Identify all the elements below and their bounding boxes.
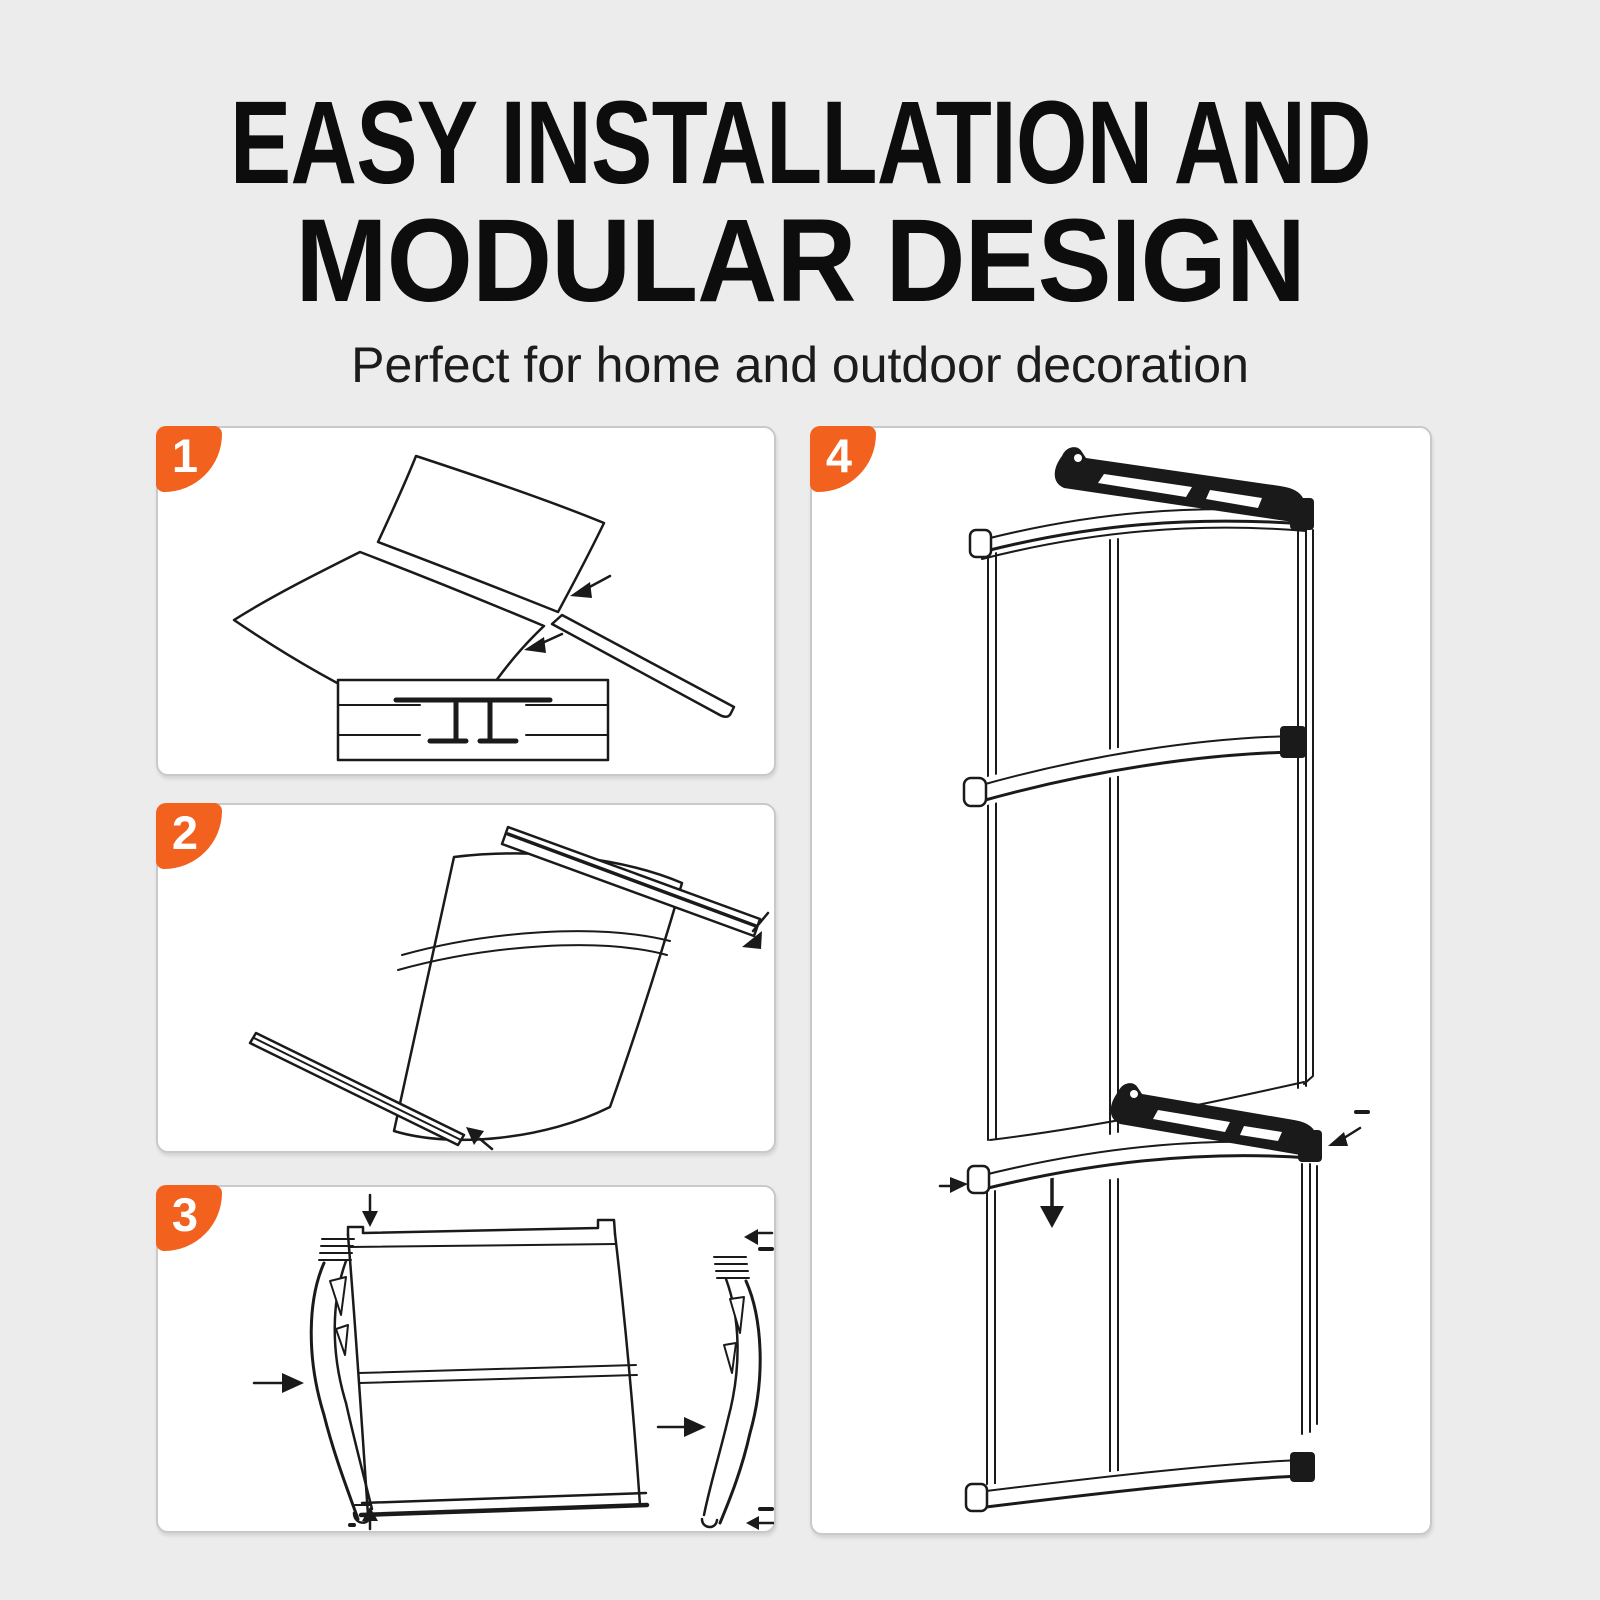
step4-stacked-modules-illustration xyxy=(812,428,1430,1533)
step-card-2 xyxy=(156,803,776,1153)
step1-h-connector-illustration xyxy=(158,428,774,774)
step-1-badge: 1 xyxy=(156,426,222,492)
step4-drawing xyxy=(812,428,1430,1533)
title-line-1: EASY INSTALLATION AND xyxy=(229,77,1371,209)
step-card-1 xyxy=(156,426,776,776)
step-card-3 xyxy=(156,1185,776,1533)
page-title xyxy=(0,77,1600,327)
page-subtitle: Perfect for home and outdoor decoration xyxy=(351,337,1249,393)
step-2-badge: 2 xyxy=(156,803,222,869)
step-4-badge: 4 xyxy=(810,426,876,492)
step3-drawing xyxy=(158,1187,774,1531)
step2-drawing xyxy=(158,805,774,1151)
step1-drawing xyxy=(158,428,774,774)
step-card-4 xyxy=(810,426,1432,1535)
step-3-badge: 3 xyxy=(156,1185,222,1251)
step2-edge-trim-illustration xyxy=(158,805,774,1151)
title-line-2: MODULAR DESIGN xyxy=(295,195,1305,327)
step3-brackets-illustration xyxy=(158,1187,774,1531)
header xyxy=(0,77,1600,394)
